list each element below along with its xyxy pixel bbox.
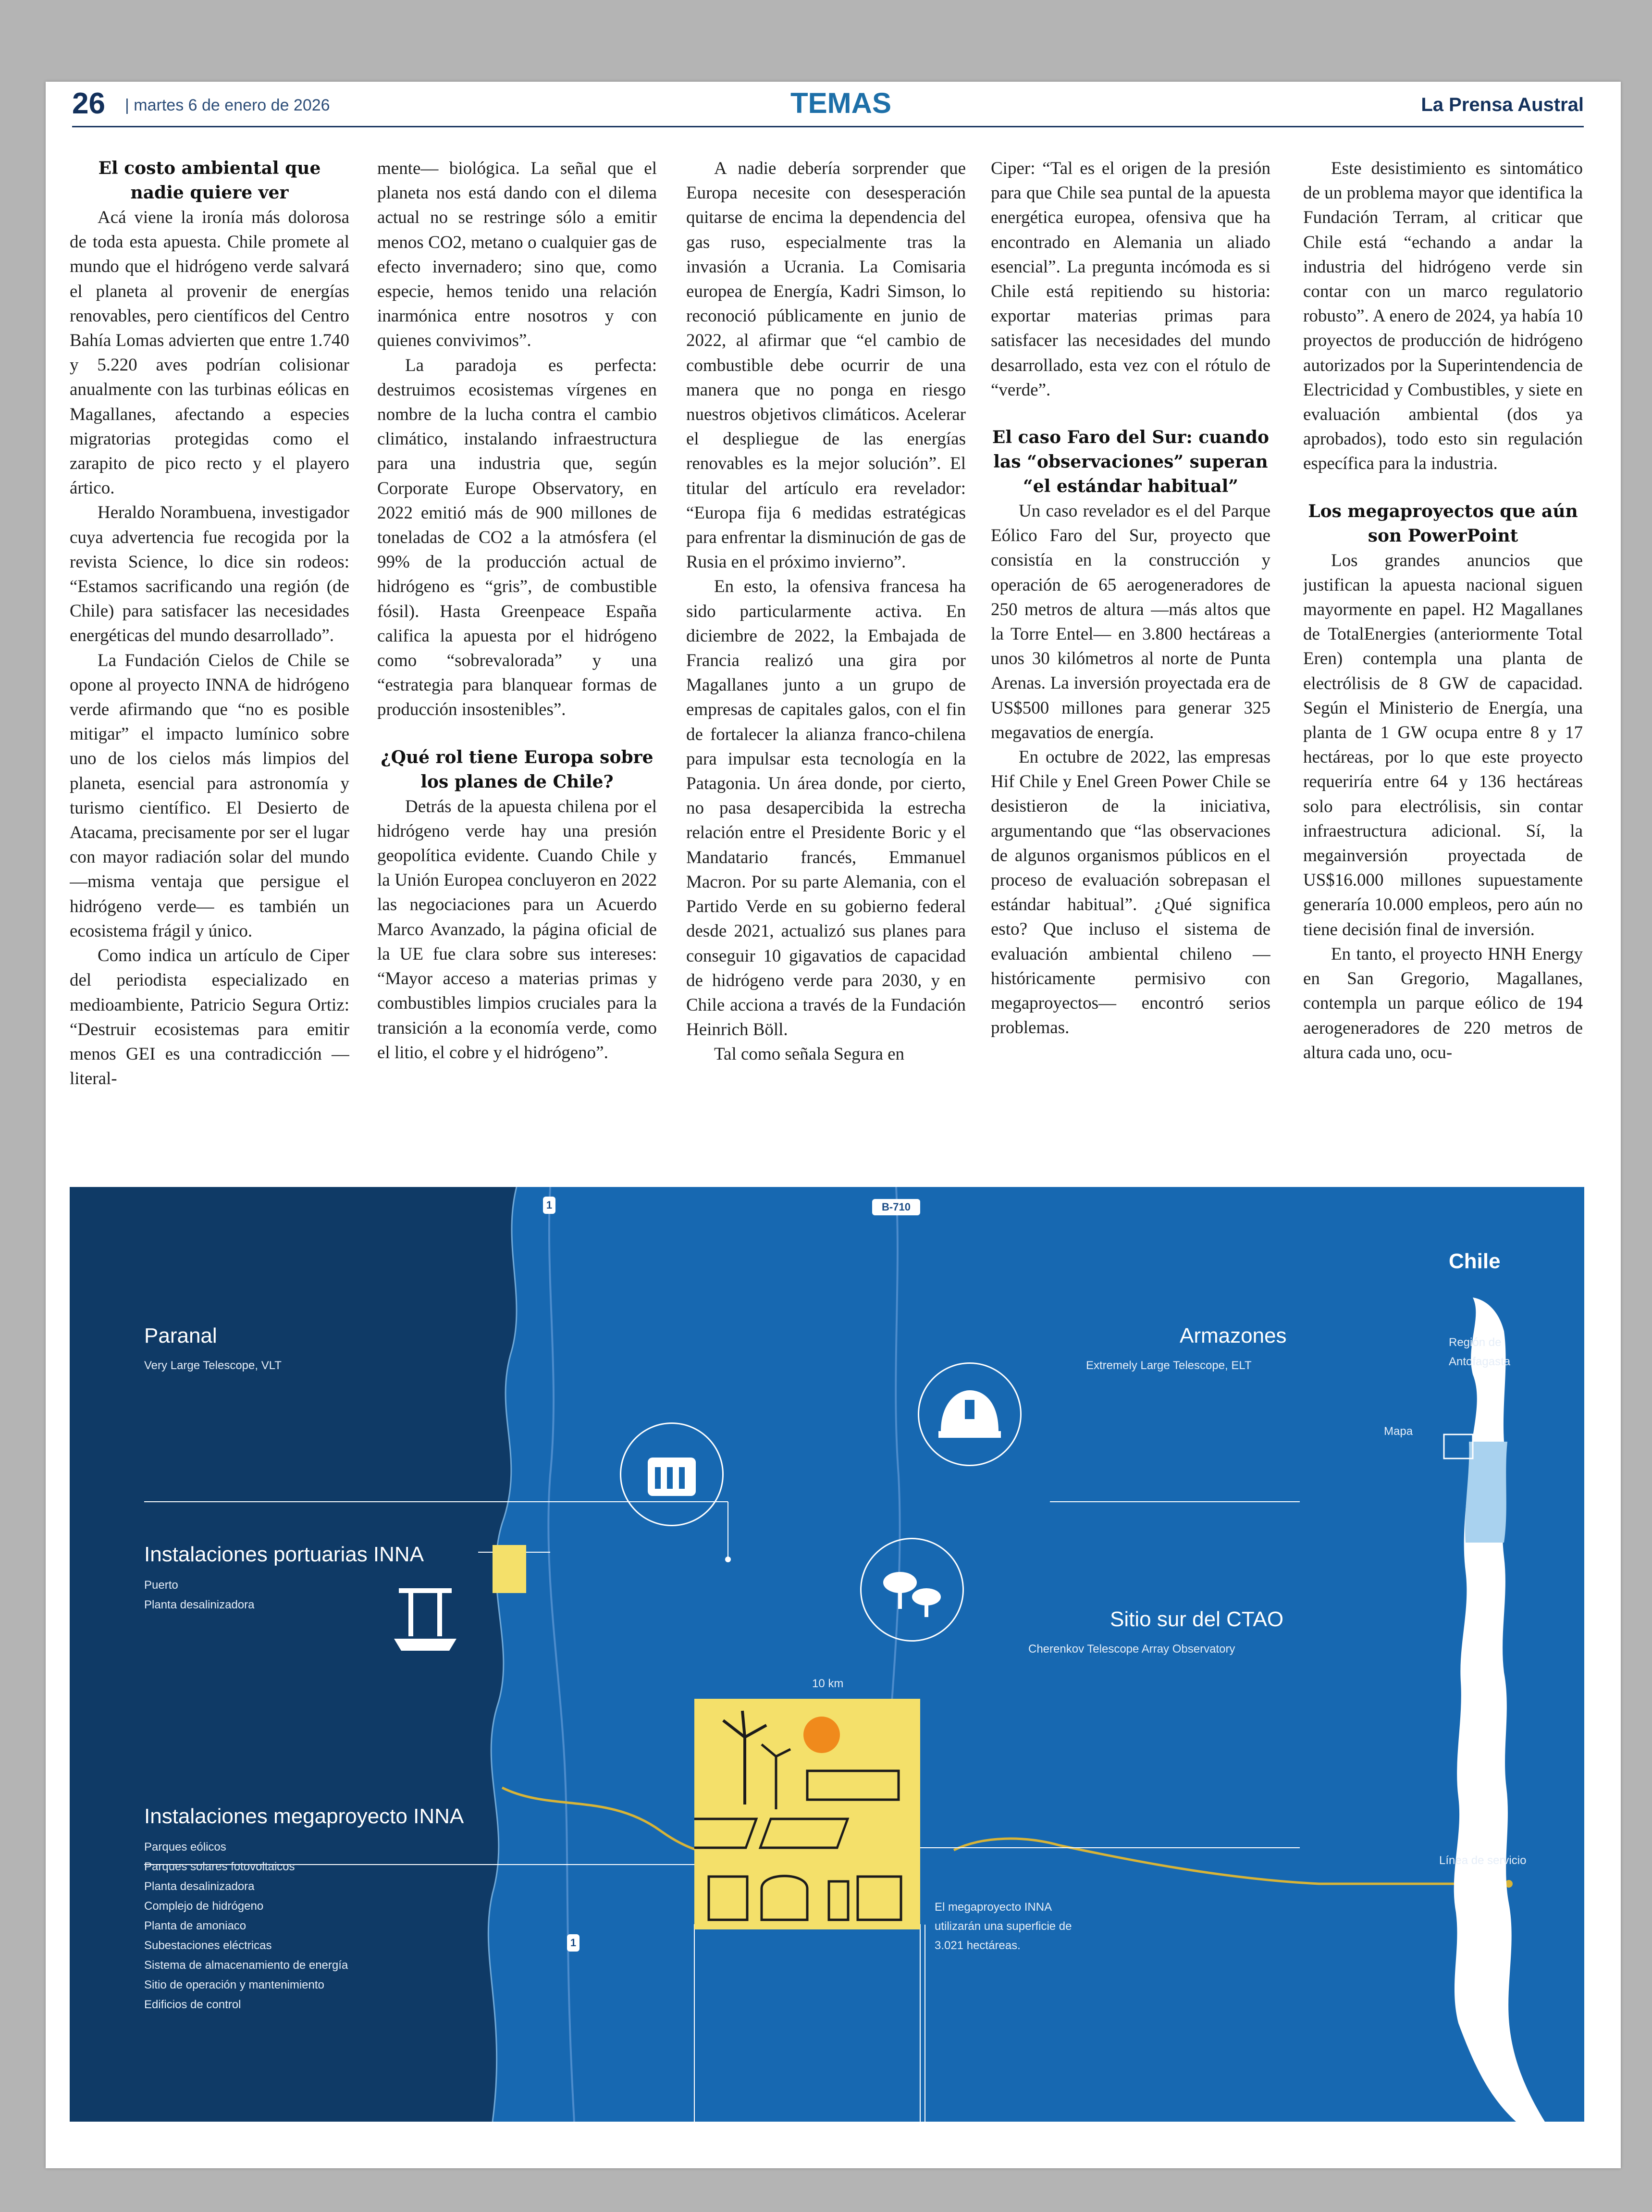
paragraph: En tanto, el proyecto HNH Energy en San Gregorio, Magallanes, contempla un parque eólico de 194 aerogeneradores de 220 metros de altura cada uno, ocu- <box>1303 944 1583 1063</box>
telescope-dome-icon <box>918 1362 1022 1466</box>
page-number: 26 <box>72 87 105 120</box>
article-column-3 <box>686 156 966 1170</box>
mega-note-line: utilizarán una superficie de <box>935 1920 1072 1933</box>
road-sign-1: 1 <box>543 1197 555 1214</box>
port-item: Planta desalinizadora <box>144 1598 255 1611</box>
antenna-array-icon <box>860 1538 964 1642</box>
issue-date: | martes 6 de enero de 2026 <box>125 96 330 114</box>
mega-item: Planta de amoniaco <box>144 1919 247 1932</box>
service-line <box>502 1788 1509 1884</box>
article-column-4 <box>991 156 1270 1170</box>
article-column-5 <box>1303 156 1583 1170</box>
article-column-2 <box>377 156 657 1170</box>
mega-note-line: El megaproyecto INNA <box>935 1901 1052 1914</box>
paragraph: Detrás de la apuesta chilena por el hidrógeno verde hay una presión geopolítica evidente. Cuando Chile y la Unión Europea concluyeron en 2022 las negociaciones para un Acuerdo Marco Avanzado, la página oficial de la UE fue clara sobre sus intereses: “Mayor acceso a materias primas y combustibles limpios cruciales para la transición a la economía verde, como el litio, el cobre y el hidrógeno”. <box>377 796 657 1063</box>
page-header <box>72 87 1584 125</box>
chile-label: Chile <box>1449 1249 1501 1273</box>
mega-note-line: 3.021 hectáreas. <box>935 1939 1021 1952</box>
mega-box-outline <box>694 1925 920 2122</box>
mega-item: Subestaciones eléctricas <box>144 1939 272 1952</box>
paragraph: La paradoja es perfecta: destruimos ecosistemas vírgenes en nombre de la lucha contra el cambio climático, instalando infraestructura para una industria que, según Corporate Europe Observatory, en 2022 emitió más de 900 millones de toneladas de CO2 a la atmósfera (el 99% de la producción actual de hidrógeno es “gris”, de combustible fósil). Hasta Greenpeace España califica la apuesta por el hidrógeno como “sobrevalorada” y una “estrategia para blanquear formas de producción insostenibles”. <box>377 355 657 720</box>
region-label-line: Región de <box>1449 1336 1502 1349</box>
road-sign-b710: B-710 <box>872 1199 920 1215</box>
paragraph: Acá viene la ironía más dolorosa de toda esta apuesta. Chile promete al mundo que el hidrógeno verde salvará el planeta al provenir de energías renovables, pero científicos del Centro Bahía Lomas advierten que entre 1.740 y 5.220 aves podrían colisionar anualmente con las turbinas eólicas en Magallanes, afectando a especies migratorias protegidas como el zarapito de pico recto y el playero ártico. <box>70 208 349 498</box>
armazones-title: Armazones <box>1180 1324 1287 1347</box>
port-marker <box>493 1545 526 1593</box>
subheading-megaproyectos: Los megaproyectos que aún son PowerPoint <box>1308 501 1578 546</box>
paranal-subtitle: Very Large Telescope, VLT <box>144 1359 282 1372</box>
subheading-rol-europa: ¿Qué rol tiene Europa sobre los planes de Chile? <box>381 747 653 792</box>
article-column-1 <box>70 156 349 1170</box>
subheading-costo-ambiental: El costo ambiental que nadie quiere ver <box>98 158 321 203</box>
paragraph: A nadie debería sorprender que Europa necesite con desesperación quitarse de encima la dependencia del gas ruso, especialmente tras la invasión a Ucrania. La Comisaria europea de Energía, Kadri Simson, lo reconoció públicamente en junio de 2022, al afirmar que “el cambio de combustible debe ocurrir de una manera que no ponga en riesgo nuestros objetivos climáticos. Acelerar el despliegue de las energías renovables es la mejor solución”. El titular del artículo era revelador: “Europa fija 6 medidas estratégicas para enfrentar la disminución de gas de Rusia en el próximo invierno”. <box>686 159 966 572</box>
mega-item: Sitio de operación y mantenimiento <box>144 1978 324 1991</box>
chile-map <box>1454 1298 1545 2122</box>
observatory-dome-icon <box>620 1422 724 1526</box>
service-line-label: Línea de servicio <box>1439 1854 1527 1867</box>
paragraph: Este desistimiento es sintomático de un problema mayor que identifica la Fundación Terram, al criticar que Chile está “echando a andar la industria del hidrógeno verde sin contar con un marco regulatorio robusto”. A enero de 2024, ya había 10 proyectos de producción de hidrógeno autorizados por la Superintendencia de Electricidad y Combustibles, y siete en evaluación ambiental (dos ya aprobados), todo esto sin regulación específica para la industria. <box>1303 159 1583 474</box>
mega-item: Parques solares fotovoltaicos <box>144 1860 295 1873</box>
ctao-title: Sitio sur del CTAO <box>1110 1607 1284 1631</box>
subheading-faro-del-sur: El caso Faro del Sur: cuando las “observaciones” superan “el estándar habitual” <box>992 427 1270 497</box>
ctao-subtitle: Cherenkov Telescope Array Observatory <box>1028 1643 1235 1656</box>
mega-item: Complejo de hidrógeno <box>144 1900 264 1913</box>
paragraph: Los grandes anuncios que justifican la apuesta nacional siguen mayormente en papel. H2 Magallanes de TotalEnergies (anteriormente Total Eren) contempla una planta de electrólisis de 8 GW de capacidad. Según el Ministerio de Energía, una planta de 1 GW ocupa entre 8 y 17 hectáreas, por lo que este proyecto requeriría entre 64 y 136 hectáreas solo para electrólisis, sin contar infraestructura adicional. Sí, la megainversión proyectada de US$16.000 millones supuestamente generaría 10.000 empleos, pero aún no tiene decisión final de inversión. <box>1303 550 1583 939</box>
mega-item: Parques eólicos <box>144 1841 226 1854</box>
publication-name: La Prensa Austral <box>1421 94 1584 115</box>
paranal-title: Paranal <box>144 1324 217 1347</box>
region-antofagasta <box>1465 1442 1507 1543</box>
mega-item: Edificios de control <box>144 1998 241 2011</box>
mega-item: Sistema de almacenamiento de energía <box>144 1959 348 1972</box>
mega-project-icons <box>694 1699 920 1929</box>
paragraph: En esto, la ofensiva francesa ha sido particularmente activa. En diciembre de 2022, la Embajada de Francia realizó una gira por Magallanes junto a un grupo de empresas de capitales galos, con el fin de fortalecer la alianza franco-chilena para impulsar esta tecnología en la Patagonia. Un área donde, por cierto, no pasa desapercibida la estrecha relación entre el Presidente Boric y el Mandatario francés, Emmanuel Macron. Por su parte Alemania, con el Partido Verde en su gobierno federal desde 2021, actualizó sus planes para conseguir 10 gigavatios de capacidad de hidrógeno verde para 2030, y en Chile acciona a través de la Fundación Heinrich Böll. <box>686 577 966 1040</box>
infographic-map <box>70 1187 1584 2122</box>
dot-paranal <box>725 1557 731 1562</box>
header-rule <box>72 126 1584 127</box>
mega-item: Planta desalinizadora <box>144 1880 255 1893</box>
paragraph: Ciper: “Tal es el origen de la presión para que Chile sea puntal de la apuesta energética europea, ofensiva que ha encontrado en Alemania un aliado esencial”. La pregunta incómoda es si Chile está repitiendo su historia: exportar materias primas para satisfacer las necesidades del mundo desarrollado, esta vez con el rótulo de “verde”. <box>991 159 1270 400</box>
map-inset-label: Mapa <box>1384 1425 1413 1438</box>
paragraph: Como indica un artículo de Ciper del periodista especializado en medioambiente, Patricio Segura Ortiz: “Destruir ecosistemas para emitir menos GEI es una contradicción —literal- <box>70 946 349 1089</box>
mega-project-box <box>694 1699 920 1929</box>
scale-label: 10 km <box>812 1677 844 1690</box>
paragraph: La Fundación Cielos de Chile se opone al proyecto INNA de hidrógeno verde afirmando que “no es posible mitigar” el impacto lumínico sobre uno de los cielos más limpios del planeta, esencial para astronomía y turismo científico. El Desierto de Atacama, precisamente por ser el lugar con mayor radiación solar del mundo —misma ventaja que persigue el hidrógeno verde— es también un ecosistema frágil y único. <box>70 650 349 941</box>
port-title: Instalaciones portuarias INNA <box>144 1543 424 1566</box>
road-ruta-1 <box>548 1187 574 2122</box>
paragraph: Tal como señala Segura en <box>714 1044 905 1064</box>
road-b710 <box>887 1187 900 1778</box>
paragraph: Heraldo Norambuena, investigador cuya advertencia fue recogida por la revista Science, lo dice sin rodeos: “Estamos sacrificando una región (de Chile) para satisfacer las necesidades energéticas del mundo desarrollado”. <box>70 503 349 646</box>
section-title: TEMAS <box>790 87 891 119</box>
paragraph: mente— biológica. La señal que el planeta nos está dando con el dilema actual no se restringe sólo a emitir menos CO2, metano o cualquier gas de efecto invernadero; sino que, como especie, hemos tenido una relación inarmónica entre nosotros y con quienes convivimos”. <box>377 159 657 351</box>
region-label-line: Antofagasta <box>1449 1355 1511 1368</box>
paragraph: En octubre de 2022, las empresas Hif Chile y Enel Green Power Chile se desistieron de la iniciativa, argumentando que “las observaciones de algunos organismos públicos en el proceso de evaluación sobrepasan el estándar habitual”. ¿Qué significa esto? Que incluso el sistema de evaluación ambiental chileno —históricamente permisivo con megaproyectos— encontró serios problemas. <box>991 747 1270 1038</box>
road-sign-1-south: 1 <box>567 1934 579 1952</box>
mega-title: Instalaciones megaproyecto INNA <box>144 1804 464 1828</box>
port-item: Puerto <box>144 1579 178 1592</box>
armazones-subtitle: Extremely Large Telescope, ELT <box>1086 1359 1252 1372</box>
map-inset-box <box>1444 1434 1473 1458</box>
port-crane-icon <box>389 1583 461 1656</box>
paragraph: Un caso revelador es el del Parque Eólico Faro del Sur, proyecto que consistía en la construcción y operación de 65 aerogeneradores de 250 metros de altura —más altos que la Torre Entel— en 3.800 hectáreas a unos 30 kilómetros al norte de Punta Arenas. La inversión proyectada era de US$500 millones para generar 325 megavatios de energía. <box>991 501 1270 742</box>
